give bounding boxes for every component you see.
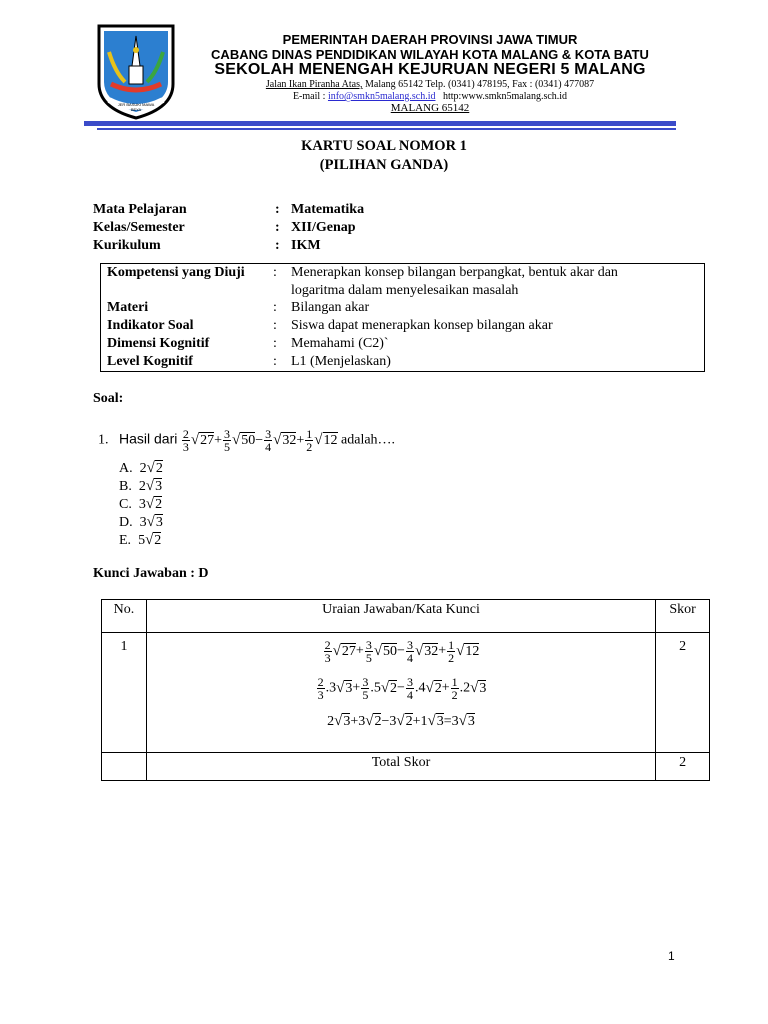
table-header-row — [102, 600, 710, 633]
address-street: Jalan Ikan Piranha Atas, — [265, 79, 363, 90]
solution-step-2: $\frac{2}{3}$ .3√3+ $\frac{3}{5}$ .5√2− $\frac{3}{4}$ .4√2+ $\frac{1}{2}$ .2√3 — [317, 675, 487, 702]
option-letter: D. — [119, 515, 133, 530]
detail-label: Level Kognitif — [107, 354, 193, 369]
competency-value-1: Menerapkan konsep bilangan berpangkat, bentuk akar dan — [291, 265, 618, 280]
question-heading: Soal: — [93, 391, 124, 406]
option-c[interactable]: C. 3√2 — [119, 496, 163, 512]
total-score: 2 — [656, 753, 710, 781]
table-row — [102, 633, 710, 753]
header-divider-thin — [97, 128, 676, 130]
address-rest: Malang 65142 Telp. (0341) 478195, Fax : (0341) 477087 — [362, 79, 595, 90]
city-text: MALANG 65142 — [390, 102, 470, 114]
detail-value: Siswa dapat menerapkan konsep bilangan akar — [291, 318, 553, 333]
detail-label: Indikator Soal — [107, 318, 194, 333]
detail-colon: : — [273, 318, 277, 333]
detail-colon: : — [273, 336, 277, 351]
header-divider — [84, 121, 676, 126]
row-score: 2 — [656, 633, 710, 753]
question-1 — [98, 428, 395, 453]
card-subtitle: (PILIHAN GANDA) — [319, 157, 449, 173]
detail-colon: : — [273, 354, 277, 369]
info-value: XII/Genap — [291, 220, 356, 235]
school-logo — [95, 22, 177, 120]
info-label: Kurikulum — [93, 238, 161, 253]
option-coef: 5 — [138, 533, 146, 548]
question-prefix: Hasil dari — [119, 430, 178, 447]
option-radicand: 3 — [155, 515, 163, 530]
detail-colon: : — [273, 300, 277, 315]
header-score: Skor — [656, 600, 710, 633]
detail-value: Memahami (C2)` — [291, 336, 389, 351]
table-total-row — [102, 753, 710, 781]
header-no: No. — [102, 600, 147, 633]
row-solution — [146, 633, 655, 753]
option-radicand: 2 — [155, 461, 163, 476]
page-number: 1 — [668, 949, 675, 963]
detail-label: Dimensi Kognitif — [107, 336, 210, 351]
info-label: Kelas/Semester — [93, 220, 185, 235]
header-description: Uraian Jawaban/Kata Kunci — [146, 600, 655, 633]
question-suffix: adalah…. — [341, 432, 396, 448]
detail-label: Materi — [107, 300, 149, 315]
option-radicand: 2 — [154, 533, 162, 548]
detail-value: L1 (Menjelaskan) — [291, 354, 391, 369]
option-letter: C. — [119, 497, 132, 512]
solution-step-1: $\frac{2}{3}$ √27+ $\frac{3}{5}$ √50− $\frac{3}{4}$ √32+ $\frac{1}{2}$ √12 — [324, 638, 480, 665]
question-expression: $\frac{2}{3}$ √27+ $\frac{3}{5}$ √50− $\frac{3}{4}$ √32+ $\frac{1}{2}$ √12 — [182, 427, 338, 454]
option-radicand: 2 — [155, 497, 163, 512]
option-coef: 2 — [139, 461, 147, 476]
header-contact — [200, 91, 660, 102]
option-letter: B. — [119, 479, 132, 494]
info-colon: : — [275, 220, 280, 235]
info-value: IKM — [291, 238, 321, 253]
header-address — [200, 79, 660, 90]
detail-value: Bilangan akar — [291, 300, 370, 315]
competency-colon: : — [273, 265, 277, 280]
competency-label: Kompetensi yang Diuji — [107, 265, 245, 280]
total-empty-cell — [102, 753, 147, 781]
website-text: http:www.smkn5malang.sch.id — [442, 91, 568, 102]
option-coef: 3 — [138, 497, 146, 512]
answer-key: Kunci Jawaban : D — [93, 566, 209, 581]
info-value: Matematika — [291, 202, 365, 217]
header-government: PEMERINTAH DAERAH PROVINSI JAWA TIMUR — [282, 32, 578, 47]
option-letter: E. — [119, 533, 132, 548]
email-link[interactable]: info@smkn5malang.sch.id — [327, 91, 436, 102]
question-number: 1. — [98, 432, 109, 448]
total-label: Total Skor — [146, 753, 655, 781]
option-a[interactable]: A. 2√2 — [119, 460, 163, 476]
option-coef: 3 — [139, 515, 147, 530]
option-coef: 2 — [138, 479, 146, 494]
answer-table — [101, 599, 710, 781]
solution-step-3: 2√3+3√2−3√2+1√3=3√3 — [327, 713, 475, 729]
row-number: 1 — [102, 633, 147, 753]
logo-motto: JER BASUKI MAWA BEYA — [117, 102, 155, 112]
header-school-name: SEKOLAH MENENGAH KEJURUAN NEGERI 5 MALANG — [214, 61, 646, 78]
header-city — [200, 102, 660, 114]
header-agency: CABANG DINAS PENDIDIKAN WILAYAH KOTA MALANG & KOTA BATU — [211, 47, 649, 62]
option-d[interactable]: D. 3√3 — [119, 514, 163, 530]
option-letter: A. — [119, 461, 133, 476]
competency-value-2: logaritma dalam menyelesaikan masalah — [291, 283, 519, 298]
option-radicand: 3 — [155, 479, 163, 494]
info-label: Mata Pelajaran — [93, 202, 187, 217]
option-e[interactable]: E. 5√2 — [119, 532, 162, 548]
email-label: E-mail : — [292, 91, 328, 102]
info-colon: : — [275, 202, 280, 217]
option-b[interactable]: B. 2√3 — [119, 478, 163, 494]
card-title: KARTU SOAL NOMOR 1 — [301, 138, 467, 154]
info-colon: : — [275, 238, 280, 253]
